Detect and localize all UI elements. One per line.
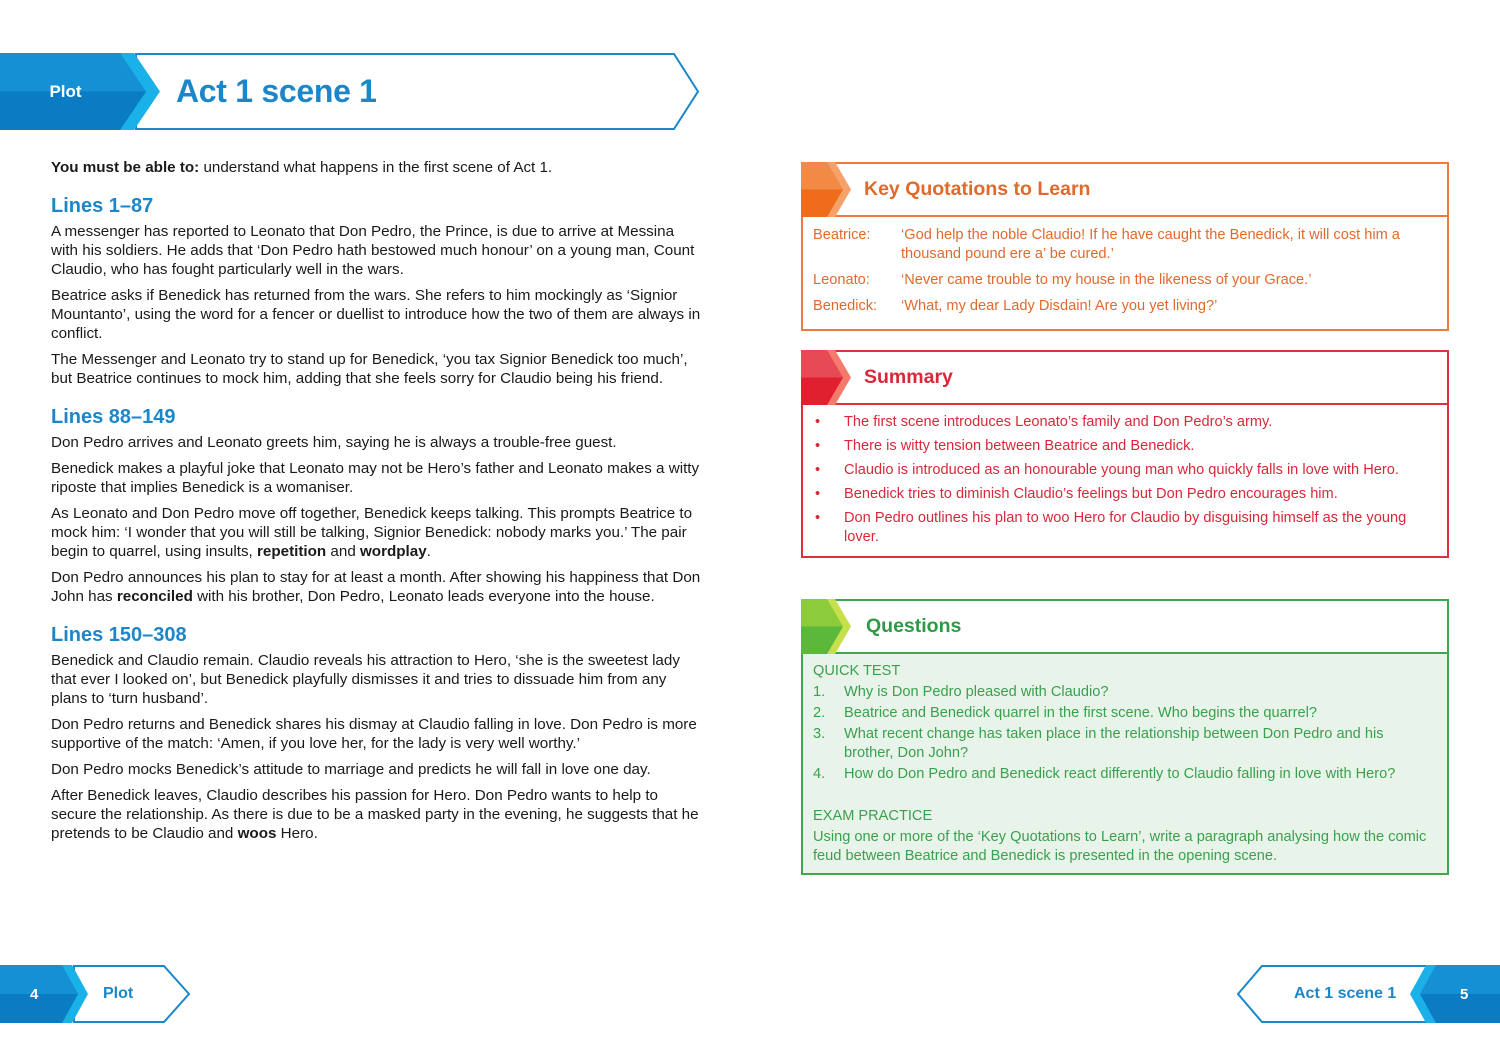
- text-run: and: [326, 543, 360, 560]
- summary-item: [813, 437, 1437, 456]
- summary-box: [801, 350, 1449, 558]
- summary-text: Benedick tries to diminish Claudio’s feelings but Don Pedro encourages him.: [844, 486, 1338, 502]
- summary-item: [813, 485, 1437, 504]
- text-run: As Leonato and Don Pedro move off together, Benedick keeps talking. This prompts Beatrice to mock him: ‘I wonder that you will still be talking, Signior Benedick: nobody marks you.’ The pair begin to quarrel, using insults,: [51, 505, 693, 560]
- question-text: What recent change has taken place in the relationship between Don Pedro and his brother, Don John?: [844, 726, 1384, 761]
- section-heading: Lines 88–149: [51, 406, 176, 428]
- text-run: .: [426, 543, 431, 560]
- key-quotations-title: Key Quotations to Learn: [864, 178, 1091, 200]
- questions-title: Questions: [866, 615, 962, 637]
- header-section-label: Plot: [49, 81, 82, 101]
- footer-left-shape: [0, 965, 192, 1023]
- key-quotations-list: [803, 217, 1447, 329]
- paragraph: The Messenger and Leonato try to stand up for Benedick, ‘you tax Signior Benedick too much’, but Beatrice continues to mock him, adding that she feels sorry for Claudio being his friend.: [51, 351, 688, 387]
- quote-item: [813, 271, 1437, 290]
- page-title: Act 1 scene 1: [176, 73, 377, 109]
- orange-chevron-icon: [801, 162, 853, 217]
- footer-chapter-label: Act 1 scene 1: [1294, 985, 1397, 1002]
- section-lines-1-87: [51, 194, 703, 388]
- quote-item: [813, 297, 1437, 316]
- paragraph: [51, 786, 703, 843]
- key-term-woos: woos: [237, 825, 277, 842]
- section-heading: Lines 150–308: [51, 624, 187, 646]
- quick-test-question: [813, 683, 1437, 702]
- bullet-icon: •: [815, 414, 821, 430]
- question-number: 3.: [813, 726, 826, 742]
- exam-practice-label: EXAM PRACTICE: [813, 808, 933, 824]
- questions-box: [801, 599, 1449, 875]
- question-text: Beatrice and Benedick quarrel in the first scene. Who begins the quarrel?: [844, 705, 1317, 721]
- bullet-icon: •: [815, 462, 821, 478]
- quote-speaker: Beatrice:: [813, 227, 871, 243]
- key-term-wordplay: wordplay: [359, 543, 427, 560]
- paragraph: A messenger has reported to Leonato that Don Pedro, the Prince, is due to arrive at Messina with his soldiers. He adds that ‘Don Pedro hath bestowed much honour’ on a young man, Count Claudio, who has fought particularly well in the wars.: [51, 223, 695, 278]
- summary-text: Claudio is introduced as an honourable young man who quickly falls in love with Hero.: [844, 462, 1399, 478]
- quote-text: ‘What, my dear Lady Disdain! Are you yet living?’: [901, 298, 1218, 314]
- paragraph: [51, 568, 703, 606]
- paragraph: Don Pedro mocks Benedick’s attitude to marriage and predicts he will fall in love one day.: [51, 761, 651, 778]
- paragraph: Benedick and Claudio remain. Claudio reveals his attraction to Hero, ‘she is the sweetest lady that ever I looked on’, but Benedick playfully dismisses it and tries to dissuade him from any plans to ‘turn husband’.: [51, 652, 680, 707]
- page-number-left: 4: [30, 985, 39, 1003]
- summary-item: [813, 413, 1437, 432]
- paragraph: Benedick makes a playful joke that Leonato may not be Hero’s father and Leonato makes a witty riposte that implies Benedick is a womaniser.: [51, 460, 700, 496]
- section-lines-150-308: [51, 623, 703, 843]
- main-content: [51, 158, 703, 850]
- questions-header: [803, 601, 1447, 654]
- quote-item: [813, 226, 1437, 264]
- objective-label: You must be able to:: [51, 159, 200, 176]
- footer-left: [0, 965, 192, 1023]
- summary-header: [803, 352, 1447, 405]
- bullet-icon: •: [815, 438, 821, 454]
- paragraph: Don Pedro returns and Benedick shares his dismay at Claudio falling in love. Don Pedro is more supportive of the match: ‘Amen, if you love her, for the lady is very well worthy.’: [51, 716, 697, 752]
- section-heading: Lines 1–87: [51, 195, 154, 217]
- quote-text: ‘God help the noble Claudio! If he have caught the Benedick, it will cost him a thousand pound ere a’ be cured.’: [901, 227, 1400, 262]
- summary-text: There is witty tension between Beatrice and Benedick.: [844, 438, 1195, 454]
- question-text: How do Don Pedro and Benedick react differently to Claudio falling in love with Hero?: [844, 766, 1396, 782]
- objective-text: understand what happens in the first scene of Act 1.: [199, 159, 553, 176]
- text-run: After Benedick leaves, Claudio describes his passion for Hero. Don Pedro wants to help to secure the relationship. As there is due to be a masked party in the evening, he suggests that he pretends to be Claudio and: [51, 787, 699, 842]
- summary-text: Don Pedro outlines his plan to woo Hero for Claudio by disguising himself as the young lover.: [844, 510, 1407, 545]
- exam-practice-text: Using one or more of the ‘Key Quotations to Learn’, write a paragraph analysing how the comic feud between Beatrice and Benedick is presented in the opening scene.: [813, 829, 1427, 864]
- quick-test-label: QUICK TEST: [813, 663, 901, 679]
- key-quotations-box: [801, 162, 1449, 331]
- bullet-icon: •: [815, 486, 821, 502]
- spacer: [813, 786, 1437, 807]
- questions-body: [803, 654, 1447, 873]
- red-chevron-icon: [801, 350, 853, 405]
- key-term-repetition: repetition: [257, 543, 327, 560]
- question-text: Why is Don Pedro pleased with Claudio?: [844, 684, 1109, 700]
- key-term-reconciled: reconciled: [116, 588, 193, 605]
- bullet-icon: •: [815, 510, 821, 526]
- summary-title: Summary: [864, 366, 953, 388]
- quick-test-question: [813, 765, 1437, 784]
- section-lines-88-149: [51, 405, 703, 606]
- quote-text: ‘Never came trouble to my house in the likeness of your Grace.’: [901, 272, 1312, 288]
- summary-item: [813, 461, 1437, 480]
- paragraph: [51, 504, 703, 561]
- question-number: 1.: [813, 684, 826, 700]
- summary-list: [803, 405, 1447, 556]
- header-banner: [0, 53, 700, 130]
- quote-speaker: Benedick:: [813, 298, 878, 314]
- key-quotations-header: [803, 164, 1447, 217]
- text-run: Hero.: [276, 825, 318, 842]
- text-run: Don Pedro announces his plan to stay for at least a month. After showing his happiness that Don John has: [51, 569, 701, 605]
- quick-test-question: [813, 704, 1437, 723]
- green-chevron-icon: [801, 599, 853, 654]
- footer-section-label: Plot: [103, 985, 134, 1002]
- question-number: 2.: [813, 705, 826, 721]
- paragraph: Don Pedro arrives and Leonato greets him, saying he is always a trouble-free guest.: [51, 434, 617, 451]
- paragraph: Beatrice asks if Benedick has returned from the wars. She refers to him mockingly as ‘Signior Mountanto’, using the word for a fencer or duellist to introduce how the two of them are always in conflict.: [51, 287, 701, 342]
- question-number: 4.: [813, 766, 826, 782]
- quote-speaker: Leonato:: [813, 272, 870, 288]
- summary-item: [813, 509, 1437, 547]
- text-run: with his brother, Don Pedro, Leonato leads everyone into the house.: [192, 588, 655, 605]
- learning-objective: [51, 158, 703, 177]
- footer-right: [1236, 965, 1500, 1023]
- quick-test-question: [813, 725, 1437, 763]
- summary-text: The first scene introduces Leonato’s family and Don Pedro’s army.: [844, 414, 1273, 430]
- page-number-right: 5: [1460, 985, 1469, 1003]
